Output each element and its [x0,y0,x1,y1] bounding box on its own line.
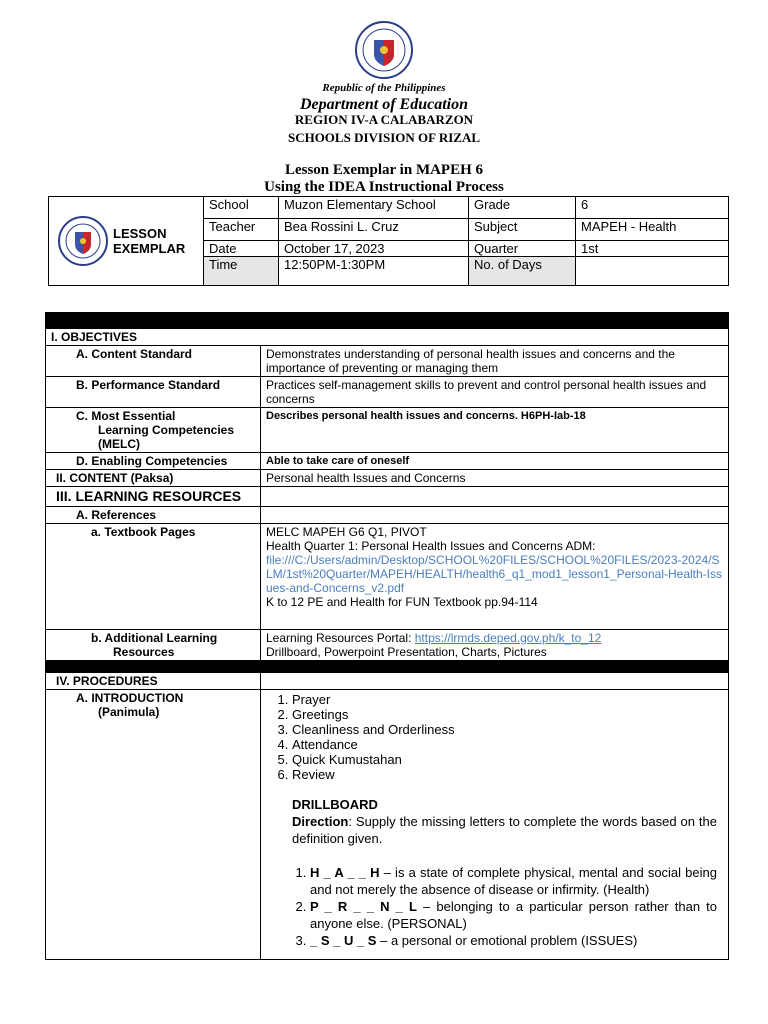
drill-question: 2. P _ R _ _ N _ L – belonging to a particular person rather than to anyone else. (PERSONAL) [310,898,723,932]
textbook-file-link[interactable]: file:///C:/Users/admin/Desktop/SCHOOL%20FILES/SCHOOL%20FILES/2023-2024/SLM/1st%20Quarter/MAPEH/HEALTH/health6_q1_mod1_lesson1_Personal-Health-Issues-and-Concerns_v2.pdf [266,553,723,595]
days-label: No. of Days [469,257,576,286]
additional-resources-label [46,630,261,661]
deped-logo-icon [57,215,109,267]
info-table [48,196,729,286]
melc-label-line1: C. Most Essential [76,409,176,423]
resources-heading-blank [261,487,729,507]
routine-list [292,692,723,782]
drillboard-title: DRILLBOARD [292,797,378,812]
procedures-blank [261,673,729,690]
subject-label: Subject [469,219,576,241]
routine-item: 2. Greetings [292,707,723,722]
performance-standard-label: B. Performance Standard [46,377,261,408]
melc-value: Describes personal health issues and concerns. H6PH-Iab-18 [261,408,729,453]
subject-value: MAPEH - Health [576,219,729,241]
time-label: Time [204,257,279,286]
content-standard-label: A. Content Standard [46,346,261,377]
additional-line2: Drillboard, Powerpoint Presentation, Charts, Pictures [266,645,547,659]
teacher-value: Bea Rossini L. Cruz [279,219,469,241]
routine-item: 3. Cleanliness and Orderliness [292,722,723,737]
date-value: October 17, 2023 [279,241,469,257]
portal-link[interactable]: https://lrmds.deped.gov.ph/k_to_12 [414,631,602,645]
grade-label: Grade [469,197,576,219]
date-label: Date [204,241,279,257]
deped-seal [352,20,416,80]
routine-item: 5. Quick Kumustahan [292,752,723,767]
melc-label-line2: Learning Competencies [98,423,235,437]
textbook-value [261,524,729,630]
direction-text: Direction: Supply the missing letters to complete the words based on the definition given. [292,814,717,846]
drill-questions [310,864,723,949]
lesson-exemplar-cell [49,197,204,286]
textbook-label: a. Textbook Pages [46,524,261,630]
school-label: School [204,197,279,219]
melc-label [46,408,261,453]
grade-value: 6 [576,197,729,219]
portal-text: Learning Resources Portal: [266,631,415,645]
objectives-heading: I. OBJECTIVES [46,329,729,346]
division-text: SCHOOLS DIVISION OF RIZAL [287,130,481,145]
lesson-title: Lesson Exemplar in MAPEH 6 [284,162,484,178]
routine-item: 1. Prayer [292,692,723,707]
textbook-line1: MELC MAPEH G6 Q1, PIVOT [266,525,427,539]
lesson-table [45,312,729,960]
performance-standard-value: Practices self-management skills to prevent and control personal health issues and concerns [261,377,729,408]
school-value: Muzon Elementary School [279,197,469,219]
days-value [576,257,729,286]
additional-resources-value [261,630,729,661]
lesson-subtitle: Using the IDEA Instructional Process [264,179,504,195]
time-value: 12:50PM-1:30PM [279,257,469,286]
content-label: II. CONTENT (Paksa) [46,470,261,487]
introduction-label-line1: A. INTRODUCTION [76,691,184,705]
procedures-heading: IV. PROCEDURES [46,673,261,690]
content-standard-value: Demonstrates understanding of personal health issues and concerns and the importance of preventing or managing them [261,346,729,377]
teacher-label: Teacher [204,219,279,241]
quarter-label: Quarter [469,241,576,257]
resources-heading: III. LEARNING RESOURCES [46,487,261,507]
quarter-value: 1st [576,241,729,257]
introduction-content [261,690,729,960]
introduction-label [46,690,261,960]
references-label: A. References [46,507,261,524]
exemplar-label: EXEMPLAR [113,241,186,256]
republic-text: Republic of the Philippines [322,82,446,94]
routine-item: 6. Review [292,767,723,782]
enabling-label: D. Enabling Competencies [46,453,261,470]
black-bar-2 [46,661,729,673]
content-value: Personal health Issues and Concerns [261,470,729,487]
drill-question: 1. H _ A _ _ H – is a state of complete physical, mental and social being and not merely the absence of disease or infirmity. (Health) [310,864,723,898]
additional-label-line2: Resources [113,645,175,659]
routine-item: 4. Attendance [292,737,723,752]
textbook-line3: K to 12 PE and Health for FUN Textbook pp.94-114 [266,595,538,609]
introduction-label-line2: (Panimula) [98,705,160,719]
additional-label-line1: b. Additional Learning [91,631,218,645]
drillboard-section [266,796,723,847]
references-blank [261,507,729,524]
black-bar [46,313,729,329]
lesson-label: LESSON [113,226,167,241]
department-title: Department of Education [299,96,468,113]
region-text: REGION IV-A CALABARZON [294,112,474,127]
enabling-value: Able to take care of oneself [261,453,729,470]
textbook-line2: Health Quarter 1: Personal Health Issues and Concerns ADM: [266,539,596,553]
drill-question: 3. _ S _ U _ S – a personal or emotional problem (ISSUES) [310,932,723,949]
melc-label-line3: (MELC) [98,437,140,451]
